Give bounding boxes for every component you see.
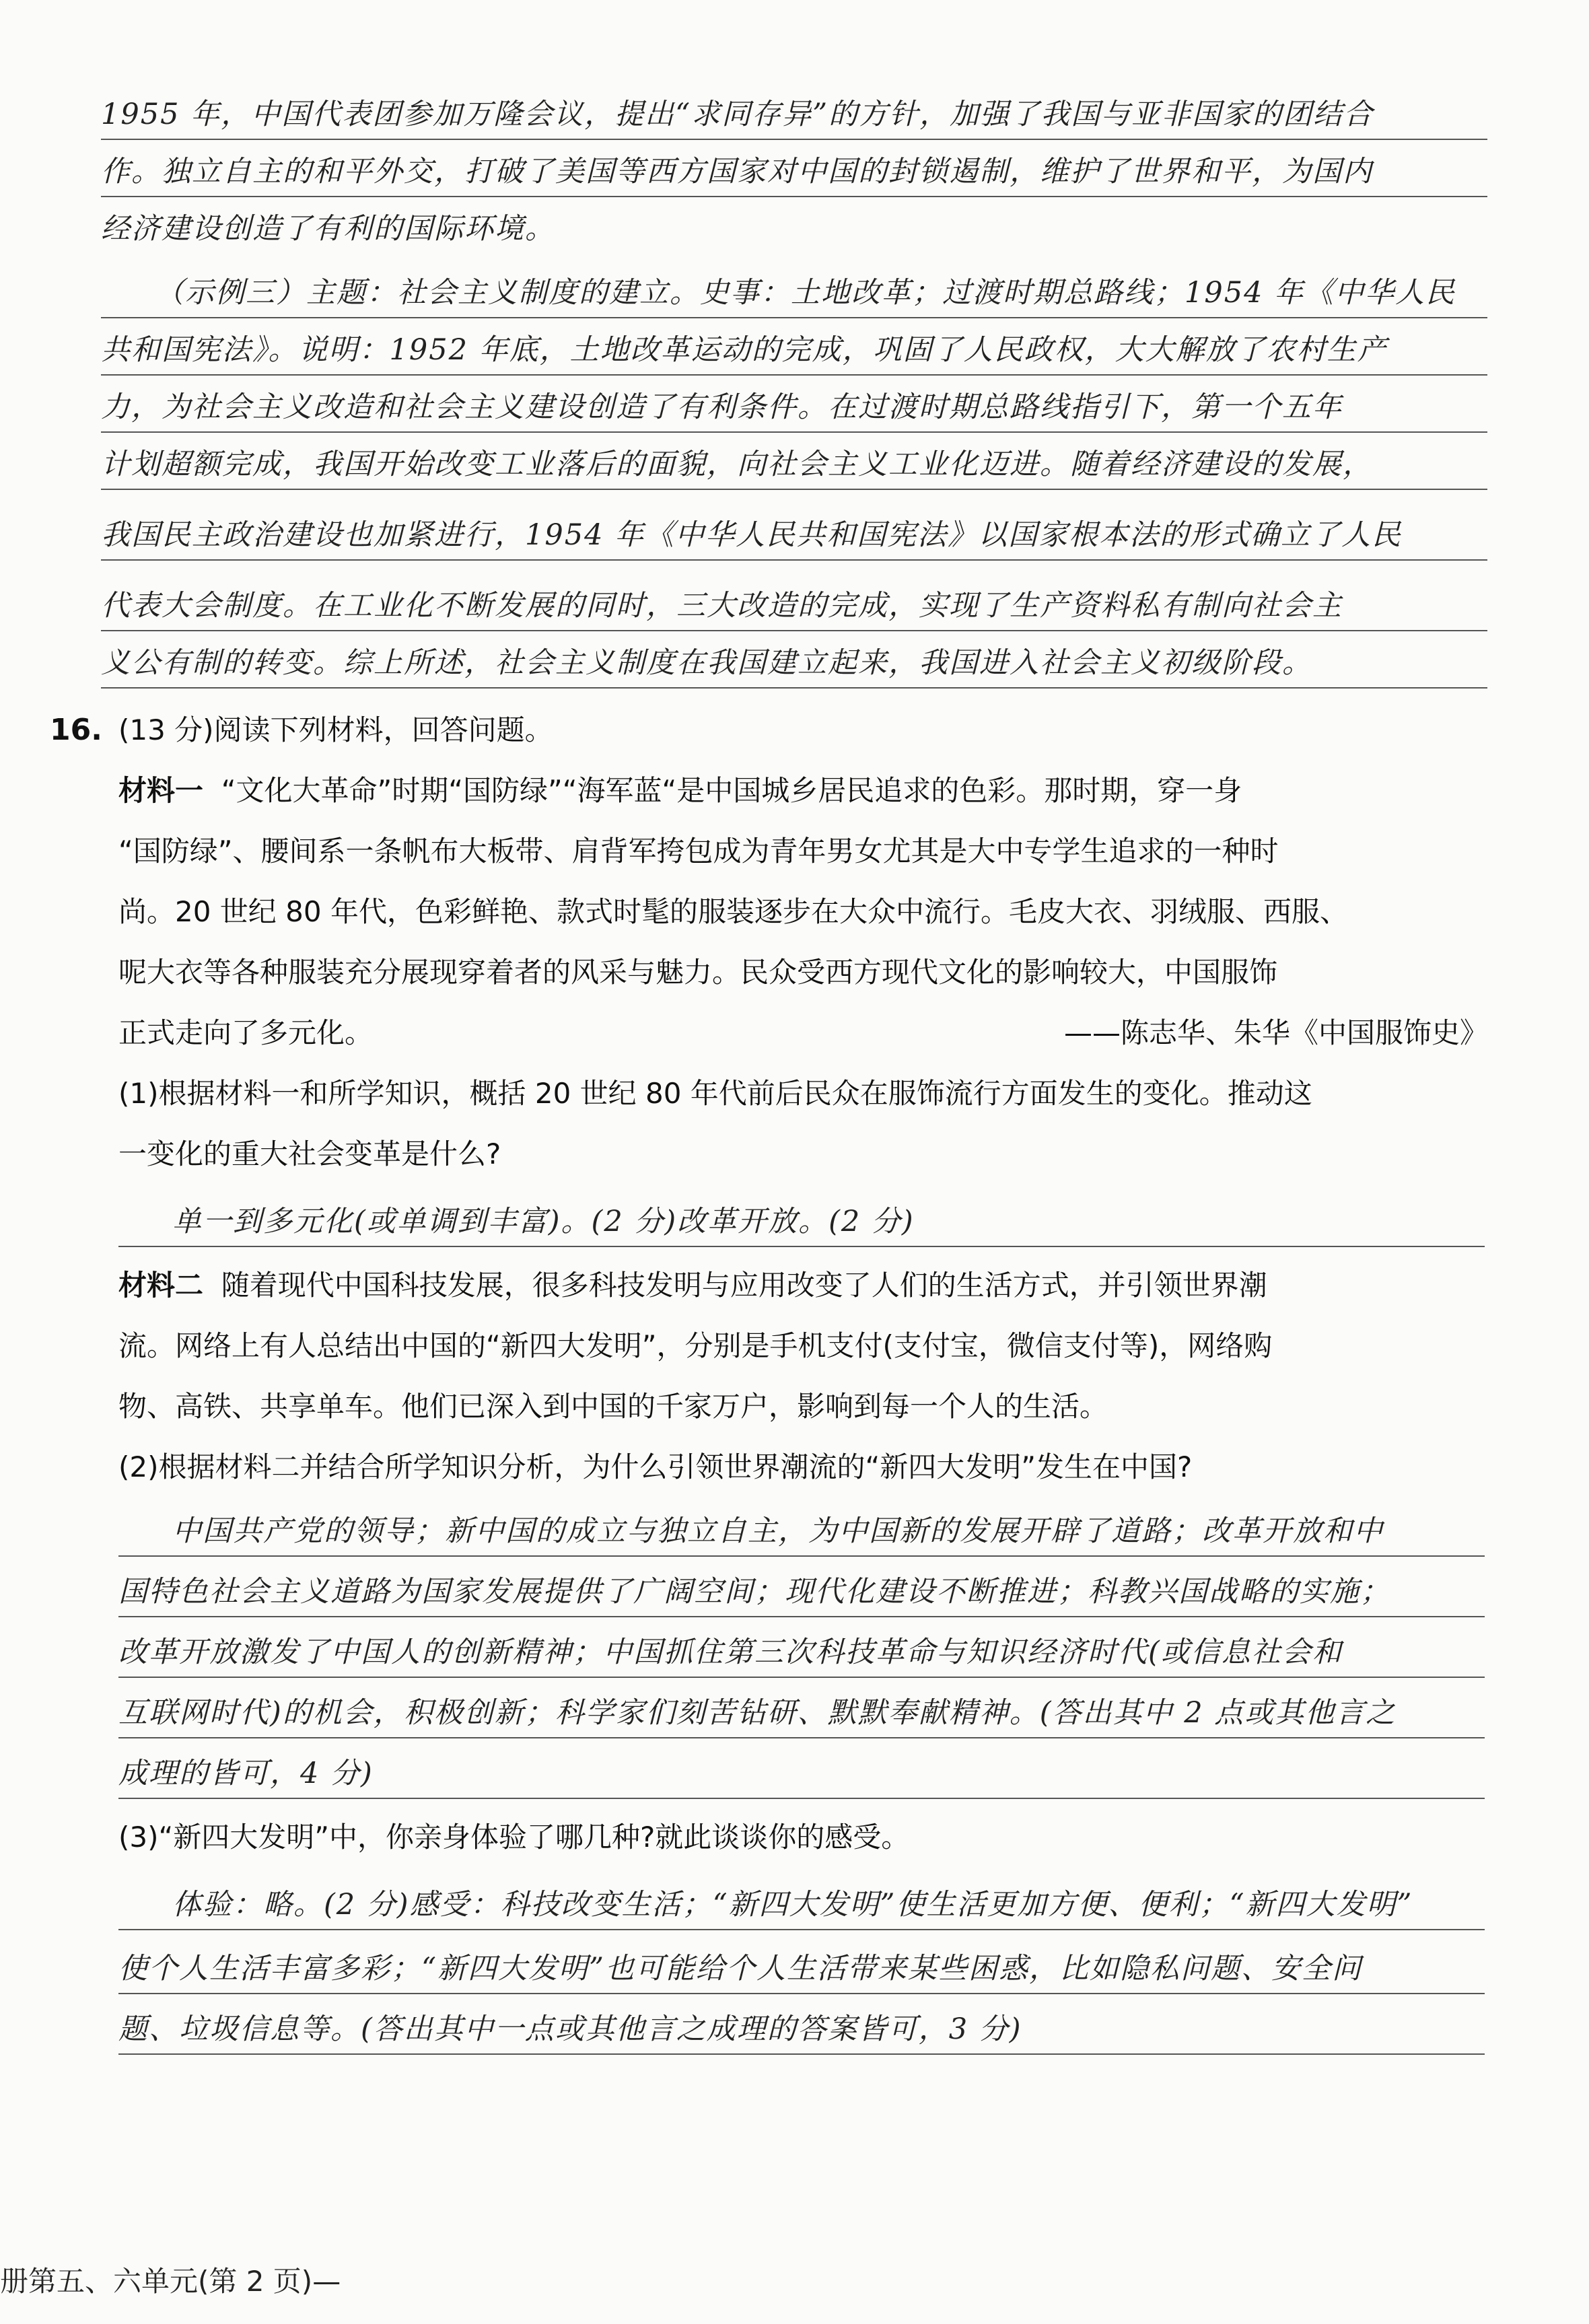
sub-question-2-answer-line: 互联网时代)的机会，积极创新；科学家们刻苦钻研、默默奉献精神。(答出其中 2 点或其他言之	[118, 1693, 1485, 1738]
answer-line: 经济建设创造了有利的国际环境。	[101, 212, 555, 246]
sub-question-3-answer-line: 使个人生活丰富多彩；“新四大发明”也可能给个人生活带来某些困惑，比如隐私问题、安全问	[118, 1948, 1485, 1994]
material-one-line	[118, 771, 1485, 815]
material-one-line: 正式走向了多元化。	[118, 1016, 374, 1049]
answer-line: 义公有制的转变。综上所述，社会主义制度在我国建立起来，我国进入社会主义初级阶段。	[101, 643, 1487, 689]
material-two-line: 物、高铁、共享单车。他们已深入到中国的千家万户，影响到每一个人的生活。	[118, 1390, 1108, 1423]
answer-line: 我国民主政治建设也加紧进行，1954 年《中华人民共和国宪法》以国家根本法的形式确立了人民	[101, 515, 1487, 561]
sub-question-3-answer-line: 题、垃圾信息等。(答出其中一点或其他言之成理的答案皆可，3 分)	[118, 2009, 1485, 2055]
sub-question-3-text: (3)“新四大发明”中，你亲身体验了哪几种?就此谈谈你的感受。	[118, 1821, 910, 1854]
answer-line: 1955 年，中国代表团参加万隆会议，提出“求同存异”的方针，加强了我国与亚非国家的团结合	[101, 94, 1487, 140]
material-one-line: 尚。20 世纪 80 年代，色彩鲜艳、款式时髦的服装逐步在大众中流行。毛皮大衣、羽绒服、西服、	[118, 895, 1348, 928]
question-head: (13 分)阅读下列材料，回答问题。	[118, 713, 553, 746]
answer-line: 代表大会制度。在工业化不断发展的同时，三大改造的完成，实现了生产资料私有制向社会主	[101, 586, 1487, 631]
material-one-line: “国防绿”、腰间系一条帆布大板带、肩背军挎包成为青年男女尤其是大中专学生追求的一种时	[118, 835, 1279, 868]
material-two-label: 材料二	[118, 1269, 204, 1302]
answer-line: 力，为社会主义改造和社会主义建设创造了有利条件。在过渡时期总路线指引下，第一个五年	[101, 387, 1487, 433]
material-two-text: 随着现代中国科技发展，很多科技发明与应用改变了人们的生活方式，并引领世界潮	[221, 1269, 1267, 1302]
answer-line: 作。独立自主的和平外交，打破了美国等西方国家对中国的封锁遏制，维护了世界和平，为国内	[101, 151, 1487, 197]
answer-line: 共和国宪法》。说明：1952 年底，土地改革运动的完成，巩固了人民政权，大大解放了农村生产	[101, 330, 1487, 376]
sub-question-2-text: (2)根据材料二并结合所学知识分析，为什么引领世界潮流的“新四大发明”发生在中国?	[118, 1450, 1193, 1483]
sub-question-2-answer-line: 中国共产党的领导；新中国的成立与独立自主，为中国新的发展开辟了道路；改革开放和中	[118, 1511, 1485, 1557]
question-number: 16.	[50, 713, 102, 747]
material-one-text: “文化大革命”时期“国防绿”“海军蓝“是中国城乡居民追求的色彩。那时期，穿一身	[221, 774, 1242, 807]
material-two-line: 流。网络上有人总结出中国的“新四大发明”，分别是手机支付(支付宝，微信支付等)，网络购	[118, 1329, 1273, 1362]
page-footer: 册第五、六单元(第 2 页)—	[0, 2265, 341, 2298]
sub-question-2-answer-line: 改革开放激发了中国人的创新精神；中国抓住第三次科技革命与知识经济时代(或信息社会和	[118, 1632, 1485, 1678]
material-one-source: ——陈志华、朱华《中国服饰史》	[1063, 1016, 1488, 1049]
answer-line: （示例三）主题：社会主义制度的建立。史事：土地改革；过渡时期总路线；1954 年《中华人民	[101, 273, 1487, 318]
answer-line: 计划超额完成，我国开始改变工业落后的面貌，向社会主义工业化迈进。随着经济建设的发展，	[101, 444, 1487, 490]
sub-question-2-answer-line: 国特色社会主义道路为国家发展提供了广阔空间；现代化建设不断推进；科教兴国战略的实施；	[118, 1572, 1485, 1617]
sub-question-1-line: (1)根据材料一和所学知识，概括 20 世纪 80 年代前后民众在服饰流行方面发生的变化。推动这	[118, 1077, 1312, 1110]
sub-question-2-answer-line: 成理的皆可，4 分)	[118, 1753, 1485, 1799]
material-one-line: 呢大衣等各种服装充分展现穿着者的风采与魅力。民众受西方现代文化的影响较大，中国服饰	[118, 956, 1278, 989]
material-two-line	[118, 1265, 1485, 1310]
sub-question-1-answer: 单一到多元化(或单调到丰富)。(2 分)改革开放。(2 分)	[118, 1201, 1485, 1247]
sub-question-1-line: 一变化的重大社会变革是什么?	[118, 1137, 501, 1170]
material-one-label: 材料一	[118, 774, 204, 807]
sub-question-3-answer-line: 体验：略。(2 分)感受：科技改变生活；“新四大发明”使生活更加方便、便利；“新四大发明”	[118, 1885, 1485, 1930]
